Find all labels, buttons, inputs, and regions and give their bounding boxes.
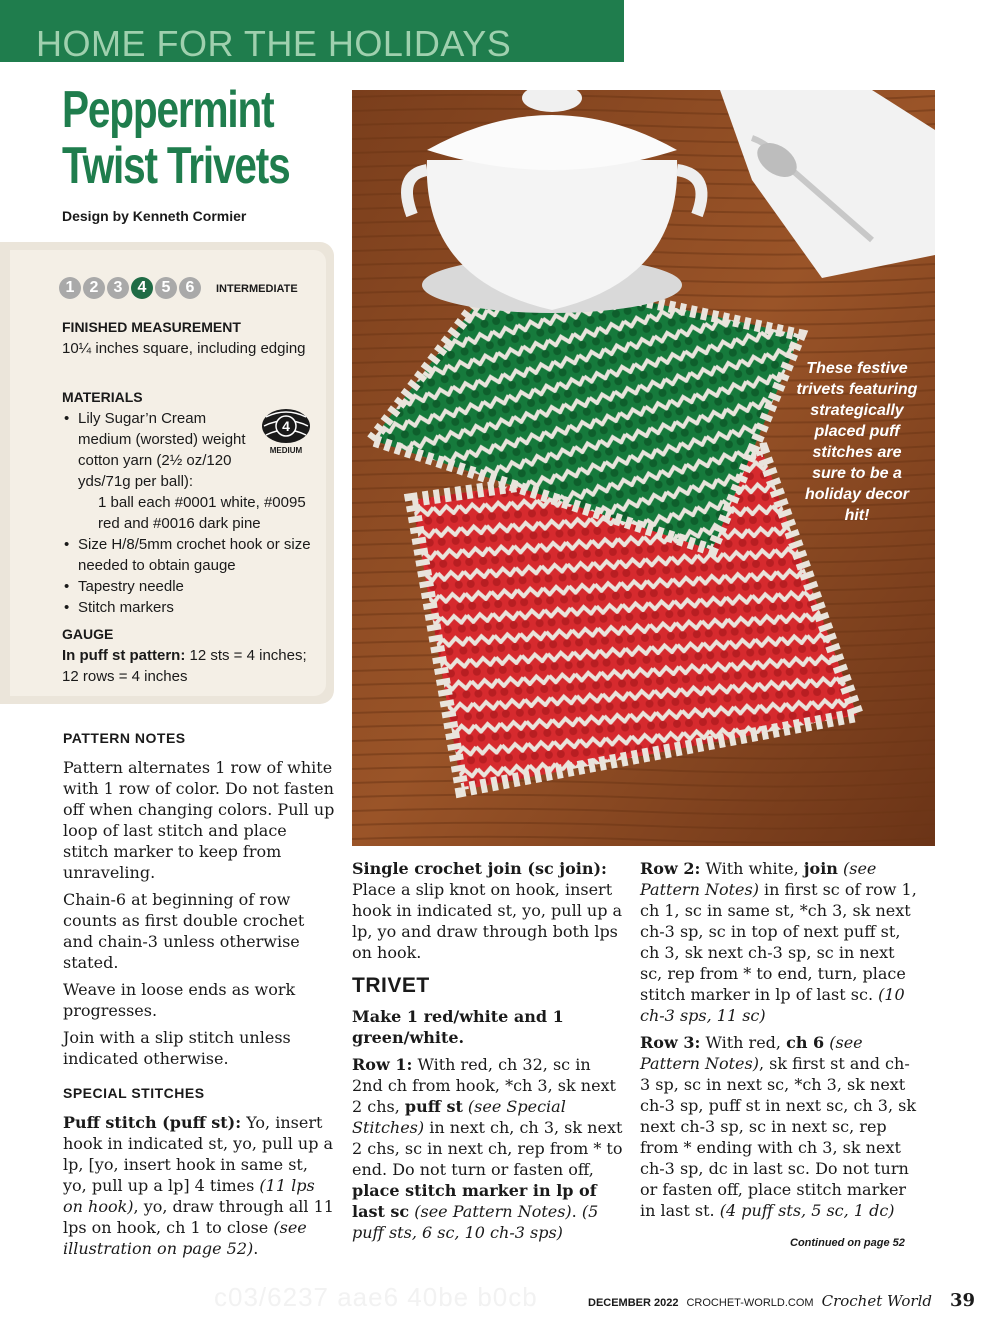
photo-caption: These festive trivets featuring strategically placed puff stitches are sure to be a holiday decor hit! xyxy=(796,360,918,524)
finished-measurement-heading: FINISHED MEASUREMENT xyxy=(62,319,241,335)
row-2-label: Row 2: xyxy=(640,859,701,878)
row-2-instructions xyxy=(640,858,918,1026)
sc-join-definition xyxy=(352,858,624,963)
pattern-note-4: Join with a slip stitch unless indicated otherwise. xyxy=(63,1028,291,1068)
yarn-weight-icon xyxy=(260,407,312,455)
watermark: c03/6237 aae6 40be b0cb xyxy=(214,1282,538,1312)
pattern-note-1: Pattern alternates 1 row of white with 1 row of color. Do not fasten off when changing colors. Pull up loop of last stitch and place stitch marker to keep from unraveling. xyxy=(63,758,335,882)
pattern-notes-heading: PATTERN NOTES xyxy=(63,730,186,746)
trivet-make-note: Make 1 red/white and 1 green/white. xyxy=(352,1007,564,1047)
page-title xyxy=(62,81,290,195)
title-line-1: Peppermint xyxy=(62,81,274,139)
puff-stitch-note-1: (11 lps on hook) xyxy=(63,1176,315,1216)
column-left xyxy=(63,728,335,1265)
row-1-text-1: With red, ch 32, sc in 2nd ch from hook, *ch 3, sk next 2 chs, xyxy=(352,1055,616,1116)
gauge-text xyxy=(62,645,318,687)
skill-level-dot: 1 xyxy=(59,277,81,299)
title-line-2: Twist Trivets xyxy=(62,137,290,195)
row-3-label: Row 3: xyxy=(640,1033,701,1052)
row-1-count: (5 puff sts, 6 sc, 10 ch-3 sps) xyxy=(352,1202,599,1242)
continued-note: Continued on page 52 xyxy=(790,1237,905,1249)
row-1-text-3: . xyxy=(571,1202,582,1221)
byline-prefix: Design by xyxy=(62,208,133,224)
skill-level-dot: 6 xyxy=(179,277,201,299)
row-3-instructions xyxy=(640,1032,918,1221)
skill-level-dot: 3 xyxy=(107,277,129,299)
sc-join-name: Single crochet join (sc join): xyxy=(352,859,607,878)
row-3-bold-1: ch 6 xyxy=(786,1033,825,1052)
gauge-heading: GAUGE xyxy=(62,626,114,642)
pattern-note-2: Chain-6 at beginning of row counts as first double crochet and chain-3 unless otherwise stated. xyxy=(63,890,305,972)
row-1-text-2: in next ch, ch 3, sk next 2 chs, sc in next ch, rep from * to end. Do not turn or fasten off, xyxy=(352,1118,623,1179)
trivet-heading: TRIVET xyxy=(352,974,430,997)
row-1-note-2: (see Pattern Notes) xyxy=(409,1202,572,1221)
yarn-colors: 1 ball each #0001 white, #0095 red and #0016 dark pine xyxy=(98,494,306,532)
yarn-description: • Lily Sugar’n Cream medium (worsted) weight cotton yarn (2½ oz/120 yds/71g per ball): xyxy=(78,410,246,490)
skill-level-dot: 2 xyxy=(83,277,105,299)
section-banner-text: HOME FOR THE HOLIDAYS xyxy=(36,23,512,64)
puff-stitch-definition xyxy=(63,1112,335,1259)
skill-level-dot: 4 xyxy=(131,277,153,299)
yarn-weight-label: MEDIUM xyxy=(269,446,303,455)
row-1-label: Row 1: xyxy=(352,1055,413,1074)
row-2-note-1: (see Pattern Notes) xyxy=(640,859,877,899)
section-banner xyxy=(0,0,624,62)
byline xyxy=(62,208,246,224)
row-1-instructions xyxy=(352,1054,624,1243)
footer-issue: DECEMBER 2022 xyxy=(588,1297,679,1309)
sc-join-text: Place a slip knot on hook, insert hook in indicated st, yo, pull up a lp, yo and draw through both lps on hook. xyxy=(352,880,623,962)
skill-level-dot: 5 xyxy=(155,277,177,299)
row-2-bold-1: join xyxy=(803,859,838,878)
yarn-weight-number: 4 xyxy=(282,418,290,434)
row-1-note-1: (see Special Stitches) xyxy=(352,1097,566,1137)
special-stitches-heading: SPECIAL STITCHES xyxy=(63,1085,205,1101)
materials-item-markers: • Stitch markers xyxy=(62,597,320,618)
row-3-text-1: With red, xyxy=(700,1033,787,1052)
row-3-count: (4 puff sts, 5 sc, 1 dc) xyxy=(719,1201,895,1220)
puff-stitch-text-2: , yo, draw through all 11 lps on hook, ch 1 to close xyxy=(63,1197,334,1237)
skill-level-label: INTERMEDIATE xyxy=(216,283,298,295)
gauge-value: 12 sts = 4 inches; 12 rows = 4 inches xyxy=(62,647,307,685)
row-2-text-1: With white, xyxy=(700,859,804,878)
finished-measurement-text: 10¼ inches square, including edging xyxy=(62,340,306,357)
puff-stitch-text-1: Yo, insert hook in indicated st, yo, pull up a lp, [yo, insert hook in same st, yo, pull up a lp] 4 times xyxy=(63,1113,334,1195)
row-3-text-2: , sk first st and ch-3 sp, sc in next sc, *ch 3, sk next ch-3 sp, puff st in next sc, ch 3, sk next ch-3 sp, sc in next sc, rep from * ending with ch 3, sk next ch-3 sp, dc in last sc. Do not turn or fasten off, place stitch marker in last st. xyxy=(640,1054,917,1220)
pattern-note-3: Weave in loose ends as work progresses. xyxy=(63,980,296,1020)
puff-stitch-name: Puff stitch (puff st): xyxy=(63,1113,242,1132)
row-2-count: (10 ch-3 sps, 11 sc) xyxy=(640,985,905,1025)
footer-site: CROCHET-WORLD.COM xyxy=(686,1297,814,1309)
gauge-label: In puff st pattern: xyxy=(62,647,186,664)
materials-heading: MATERIALS xyxy=(62,389,143,405)
page-number: 39 xyxy=(950,1290,976,1311)
row-1-bold-2: place stitch marker in lp of last sc xyxy=(352,1181,597,1221)
puff-stitch-note-2: (see illustration on page 52) xyxy=(63,1218,307,1258)
page-footer xyxy=(588,1290,975,1311)
row-1-bold-1: puff st xyxy=(404,1097,463,1116)
designer-name: Kenneth Cormier xyxy=(132,208,247,224)
materials-item-hook: • Size H/8/5mm crochet hook or size needed to obtain gauge xyxy=(62,534,320,576)
column-middle xyxy=(352,858,624,1249)
row-3-note-1: (see Pattern Notes) xyxy=(640,1033,863,1073)
skill-level-indicator xyxy=(59,277,201,299)
puff-stitch-text-3: . xyxy=(253,1239,259,1258)
materials-item-needle: • Tapestry needle xyxy=(62,576,320,597)
footer-magazine: Crochet World xyxy=(821,1292,933,1310)
column-right xyxy=(640,858,918,1227)
row-2-text-2: in first sc of row 1, ch 1, sc in same st, *ch 3, sk next ch-3 sp, sc in top of next puff st, ch 3, sk next ch-3 sp, sc in next sc, rep from * to end, turn, place stitch marker in lp of last sc. xyxy=(640,880,917,1004)
